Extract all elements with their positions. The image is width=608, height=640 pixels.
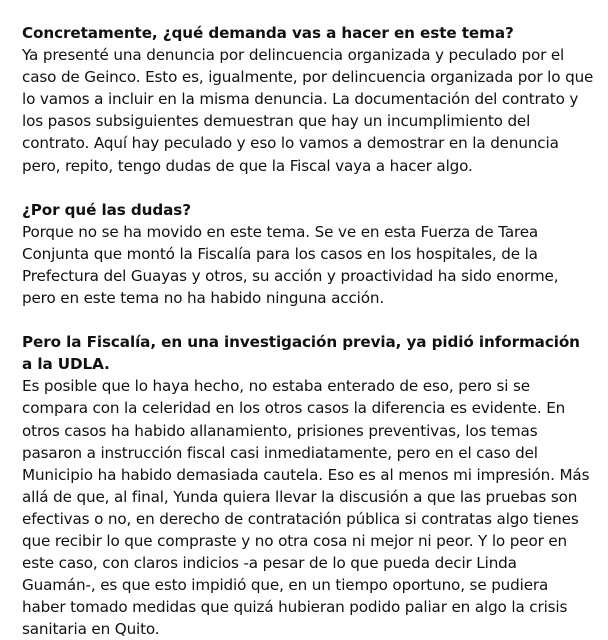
answer-2: Porque no se ha movido en este tema. Se ve en esta Fuerza de Tarea Conjunta que montó la Fiscalía para los casos en los hospitales, de la Prefectura del Guayas y otros, su acción y proactividad ha sido enorme, pero en este tema no ha habido ninguna acción. [22,222,559,308]
article-body [22,0,594,640]
qa-block-3 [22,331,594,640]
cropped-previous-line [22,0,594,10]
answer-3: Es posible que lo haya hecho, no estaba enterado de eso, pero si se compara con la celeridad en los otros casos la diferencia es evidente. En otros casos ha habido allanamiento, prisiones preventivas, los temas pasaron a instrucción fiscal casi inmediatamente, pero en el caso del Municipio ha habido demasiada cautela. Eso es al menos mi impresión. Más allá de que, al final, Yunda quiera llevar la discusión a que las pruebas son efectivas o no, en derecho de contratación pública si contratas algo tienes que recibir lo que compraste y no otra cosa ni mejor ni peor. Y lo peor en este caso, con claros indicios -a pesar de lo que pueda decir Linda Guamán-, es que esto impidió que, en un tiempo oportuno, se pudiera haber tomado medidas que quizá hubieran podido paliar en algo la crisis sanitaria en Quito. [22,377,590,639]
qa-block-2 [22,199,594,309]
question-1: Concretamente, ¿qué demanda vas a hacer en este tema? [22,24,514,42]
answer-1: Ya presenté una denuncia por delincuencia organizada y peculado por el caso de Geinco. Esto es, igualmente, por delincuencia organizada por lo que lo vamos a incluir en la misma denuncia. La documentación del contrato y los pasos subsiguientes demuestran que hay un incumplimiento del contrato. Aquí hay peculado y eso lo vamos a demostrar en la denuncia pero, repito, tengo dudas de que la Fiscal vaya a hacer algo. [22,46,594,175]
qa-block-1 [22,22,594,177]
question-3: Pero la Fiscalía, en una investigación previa, ya pidió información a la UDLA. [22,333,580,374]
question-2: ¿Por qué las dudas? [22,200,191,219]
